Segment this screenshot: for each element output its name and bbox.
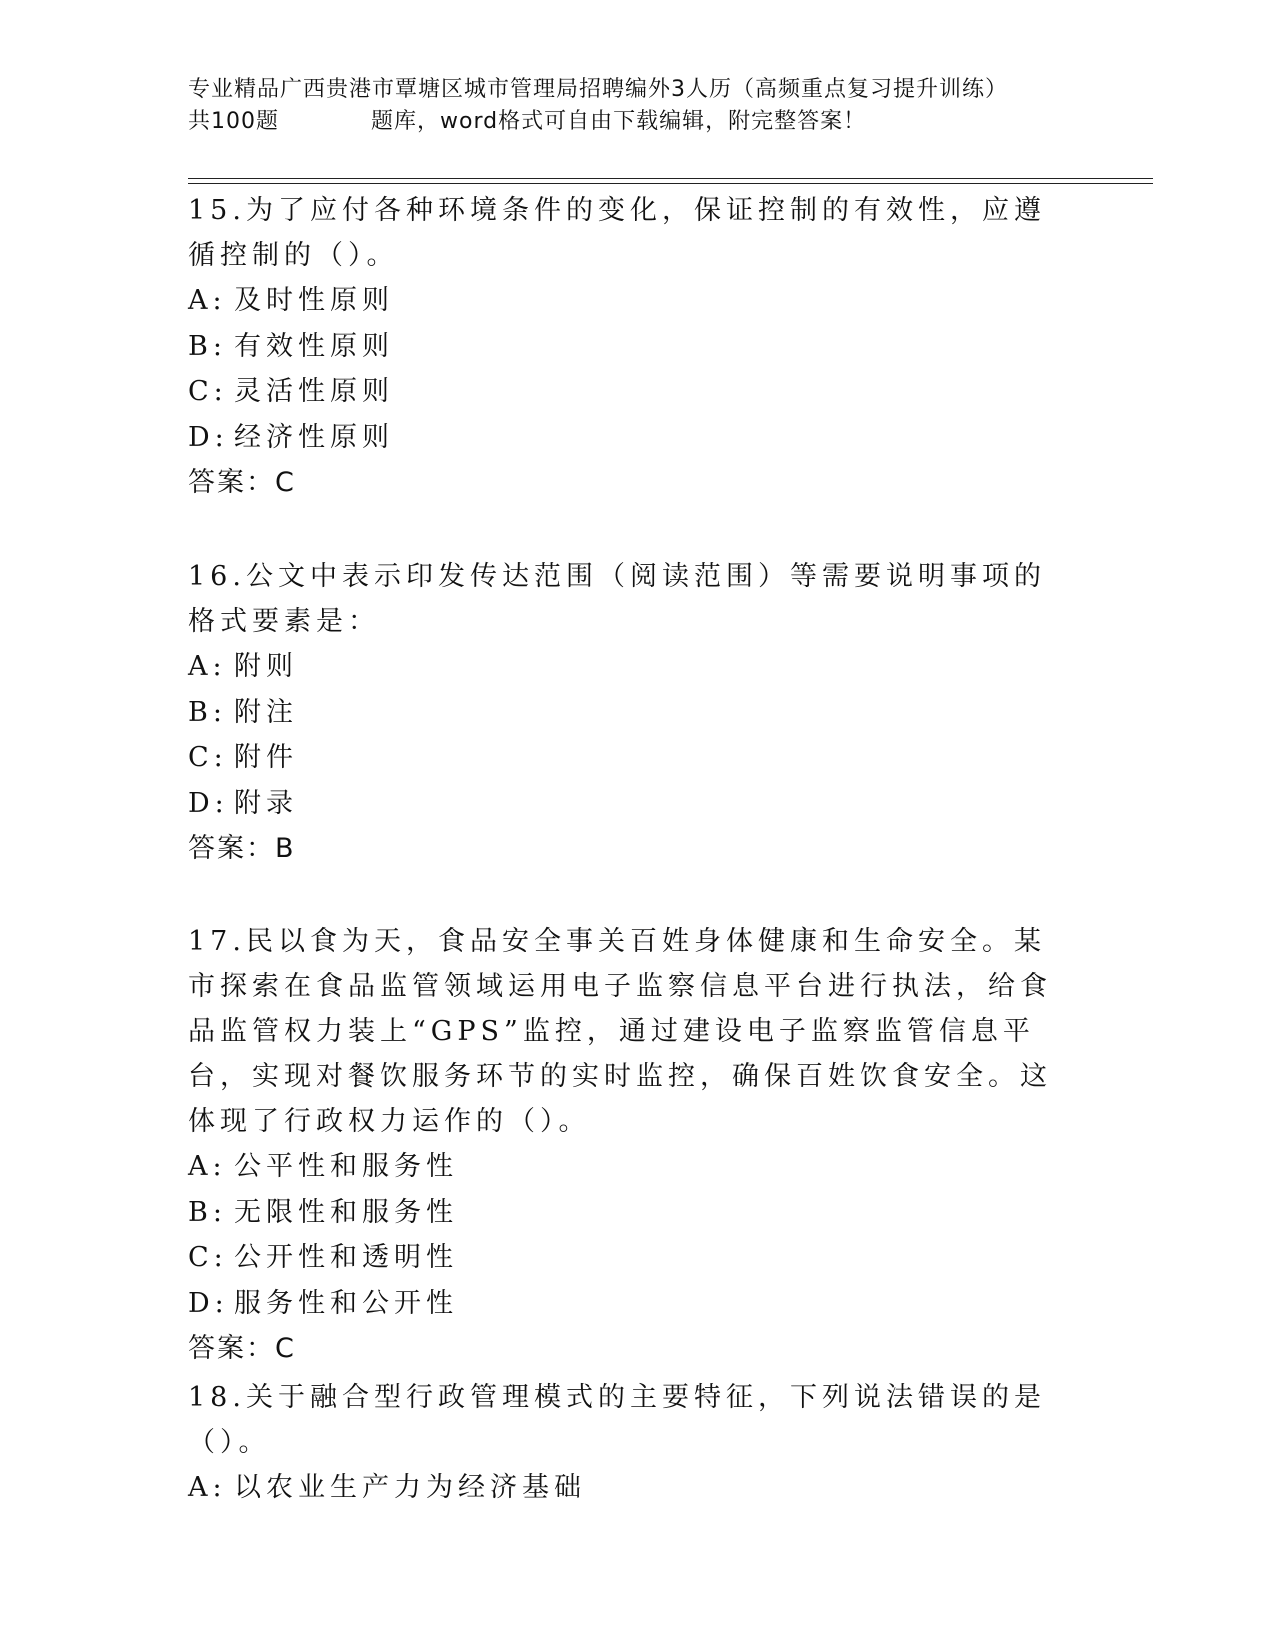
option-letter: D: xyxy=(188,787,229,819)
question-stem xyxy=(188,188,1068,278)
answer-label: 答案： xyxy=(188,833,275,864)
option-text: 以农业生产力为经济基础 xyxy=(234,1472,586,1503)
option-letter: A: xyxy=(188,651,227,682)
option-b xyxy=(188,324,1068,370)
question-stem xyxy=(188,919,1068,1144)
answer-value: C xyxy=(275,467,296,498)
option-text: 公开性和透明性 xyxy=(234,1242,458,1273)
option-letter: D: xyxy=(188,1287,229,1319)
option-b xyxy=(188,1190,1068,1236)
answer-line xyxy=(188,826,1068,872)
option-letter: B: xyxy=(188,1196,227,1228)
answer-value: B xyxy=(275,833,296,864)
answer-line xyxy=(188,1326,1068,1372)
question-text: 关于融合型行政管理模式的主要特征，下列说法错误的是（）。 xyxy=(188,1382,1046,1458)
question-18 xyxy=(188,1375,1068,1511)
option-text: 附件 xyxy=(234,742,298,773)
option-text: 附注 xyxy=(234,696,298,728)
question-number: 17. xyxy=(188,926,246,957)
option-d xyxy=(188,781,1068,827)
option-letter: D: xyxy=(188,421,229,453)
question-16 xyxy=(188,554,1068,872)
option-text: 无限性和服务性 xyxy=(234,1196,458,1228)
option-c xyxy=(188,369,1068,415)
question-text: 为了应付各种环境条件的变化，保证控制的有效性，应遵循控制的（）。 xyxy=(188,195,1046,271)
option-letter: A: xyxy=(188,1151,227,1182)
option-text: 附录 xyxy=(234,787,298,819)
question-number: 18. xyxy=(188,1382,246,1413)
header-subtitle-line xyxy=(188,106,1088,138)
option-letter: C: xyxy=(188,376,228,407)
option-text: 及时性原则 xyxy=(234,285,394,316)
question-count: 共100题 xyxy=(188,109,279,134)
document-header xyxy=(188,74,1088,138)
option-letter: C: xyxy=(188,1242,228,1273)
header-note: 题库，word格式可自由下载编辑，附完整答案！ xyxy=(371,109,867,134)
answer-label: 答案： xyxy=(188,1333,275,1364)
header-divider-top xyxy=(188,178,1153,179)
option-c xyxy=(188,735,1068,781)
question-17 xyxy=(188,919,1068,1372)
option-a xyxy=(188,1465,1068,1511)
question-stem xyxy=(188,554,1068,644)
header-title-line: 专业精品广西贵港市覃塘区城市管理局招聘编外3人历（高频重点复习提升训练） xyxy=(188,77,1008,102)
question-number: 16. xyxy=(188,561,246,592)
option-a xyxy=(188,1144,1068,1190)
question-stem xyxy=(188,1375,1068,1465)
option-a xyxy=(188,278,1068,324)
question-text: 公文中表示印发传达范围（阅读范围）等需要说明事项的格式要素是： xyxy=(188,561,1046,637)
answer-label: 答案： xyxy=(188,467,275,498)
option-text: 有效性原则 xyxy=(234,330,394,362)
question-15 xyxy=(188,188,1068,506)
header-divider-bottom xyxy=(188,183,1153,184)
option-c xyxy=(188,1235,1068,1281)
option-text: 经济性原则 xyxy=(234,421,394,453)
option-text: 附则 xyxy=(234,651,298,682)
option-b xyxy=(188,690,1068,736)
option-text: 公平性和服务性 xyxy=(234,1151,458,1182)
option-letter: B: xyxy=(188,330,227,362)
answer-value: C xyxy=(275,1333,296,1364)
option-d xyxy=(188,415,1068,461)
answer-line xyxy=(188,460,1068,506)
option-letter: A: xyxy=(188,1472,227,1503)
option-letter: B: xyxy=(188,696,227,728)
question-number: 15. xyxy=(188,195,246,226)
option-text: 服务性和公开性 xyxy=(234,1287,458,1319)
question-text: 民以食为天，食品安全事关百姓身体健康和生命安全。某市探索在食品监管领域运用电子监察信息平台进行执法，给食品监管权力装上“GPS”监控，通过建设电子监察监管信息平台，实现对餐饮服务环节的实时监控，确保百姓饮食安全。这体现了行政权力运作的（）。 xyxy=(188,926,1052,1137)
option-a xyxy=(188,644,1068,690)
option-text: 灵活性原则 xyxy=(234,376,394,407)
option-letter: C: xyxy=(188,742,228,773)
option-letter: A: xyxy=(188,285,227,316)
option-d xyxy=(188,1281,1068,1327)
